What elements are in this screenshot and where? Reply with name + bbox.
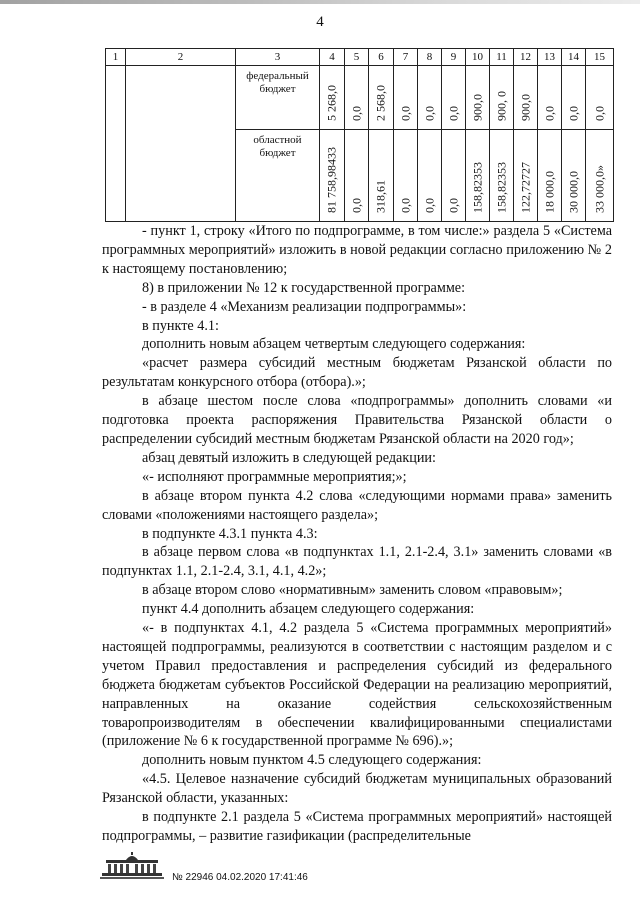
row-label: федеральный бюджет [236, 66, 320, 130]
value-cell [490, 130, 514, 222]
cell-value: 0,0 [566, 106, 580, 121]
value-cell [369, 66, 394, 130]
cell-value: 0,0 [422, 198, 436, 213]
paragraph: в абзаце втором слово «нормативным» заменить словом «правовым»; [142, 582, 563, 599]
value-cell [562, 66, 586, 130]
cell-value: 18 000,0 [542, 171, 556, 213]
value-cell [466, 130, 490, 222]
col-header: 9 [442, 49, 466, 66]
body-text [102, 222, 612, 846]
cell-value: 158,82353 [470, 162, 484, 213]
col-header: 10 [466, 49, 490, 66]
table-row-federal [106, 66, 614, 130]
paragraph: «- в подпунктах 4.1, 4.2 раздела 5 «Система программных мероприятий» настоящей подпрограммы, реализуются в соответствии с настоящим разделом и с учетом Правил предоставления и распределения субсидий из федерального бюджета бюджетам субъектов Российской Федерации на реализацию мероприятий, направленных на оказание содействия сельскохозяйственным товаропроизводителям в обеспечении квалифицированными специалистами (приложение № 6 к государственной программе № 696).»; [102, 620, 612, 750]
cell-value: 81 758,98433 [324, 147, 339, 213]
value-cell [490, 66, 514, 130]
paragraph: - в разделе 4 «Механизм реализации подпрограммы»: [142, 298, 467, 315]
doc-number: № 22946 [172, 872, 214, 883]
paragraph: «4.5. Целевое назначение субсидий бюджетам муниципальных образований Рязанской области, указанных: [102, 771, 612, 807]
value-cell [418, 66, 442, 130]
cell-value: 2 568,0 [373, 85, 388, 121]
value-cell [586, 66, 614, 130]
value-cell [345, 66, 369, 130]
row-label: областной бюджет [236, 130, 320, 222]
col-header: 3 [236, 49, 320, 66]
cell-value: 900,0 [518, 94, 532, 121]
cell-value: 5 268,0 [324, 85, 339, 121]
paragraph: 8) в приложении № 12 к государственной программе: [142, 279, 466, 296]
value-cell [514, 66, 538, 130]
paragraph: в абзаце шестом после слова «подпрограммы» дополнить словами «и подготовка проекта распоряжения Правительства Рязанской области о распределении субсидий местным бюджетам Рязанской области на 2020 год»; [102, 393, 612, 447]
col-header: 13 [538, 49, 562, 66]
paragraph: в пункте 4.1: [142, 317, 219, 334]
cell-value: 0,0 [446, 106, 460, 121]
value-cell [586, 130, 614, 222]
cell-value: 0,0 [349, 106, 363, 121]
cell-value: 0,0 [592, 106, 606, 121]
paragraph: дополнить новым пунктом 4.5 следующего содержания: [142, 752, 482, 769]
paragraph: «расчет размера субсидий местным бюджетам Рязанской области по результатам конкурсного отбора (отбора).»; [102, 355, 612, 391]
cell-value: 122,72727 [518, 162, 532, 213]
paragraph: в абзаце втором пункта 4.2 слова «следующими нормами права» заменить словами «положениями настоящего раздела»; [102, 487, 612, 523]
paragraph: пункт 4.4 дополнить абзацем следующего содержания: [142, 601, 475, 618]
paragraph: «- исполняют программные мероприятия;»; [142, 468, 407, 485]
value-cell [514, 130, 538, 222]
value-cell [466, 66, 490, 130]
col-header: 4 [320, 49, 345, 66]
cell-value: 0,0 [542, 106, 556, 121]
cell-value: 900,0 [470, 94, 484, 121]
empty-cell [126, 66, 236, 222]
value-cell [345, 130, 369, 222]
value-cell [442, 66, 466, 130]
value-cell [442, 130, 466, 222]
government-building-stamp-icon [96, 852, 168, 882]
paragraph: в подпункте 2.1 раздела 5 «Система программных мероприятий» настоящей подпрограммы, – развитие газификации (распределительные [102, 809, 612, 844]
col-header: 6 [369, 49, 394, 66]
paragraph: абзац девятый изложить в следующей редакции: [142, 449, 436, 466]
value-cell [394, 130, 418, 222]
page-number: 4 [316, 14, 324, 30]
table-header-row [106, 49, 614, 66]
value-cell [394, 66, 418, 130]
paragraph: в подпункте 4.3.1 пункта 4.3: [142, 525, 318, 542]
empty-cell [106, 66, 126, 222]
col-header: 14 [562, 49, 586, 66]
cell-value: 0,0 [398, 106, 412, 121]
paragraph: дополнить новым абзацем четвертым следующего содержания: [142, 336, 526, 353]
col-header: 11 [490, 49, 514, 66]
col-header: 8 [418, 49, 442, 66]
cell-value: 0,0 [446, 198, 460, 213]
cell-value: 900, 0 [494, 91, 508, 121]
cell-value: 0,0 [398, 198, 412, 213]
doc-timestamp: 04.02.2020 17:41:46 [216, 872, 308, 883]
cell-value: 33 000,0» [592, 165, 606, 213]
value-cell [562, 130, 586, 222]
value-cell [320, 66, 345, 130]
document-footer [172, 872, 308, 883]
cell-value: 30 000,0 [566, 171, 580, 213]
value-cell [369, 130, 394, 222]
col-header: 12 [514, 49, 538, 66]
budget-table [105, 48, 614, 222]
col-header: 1 [106, 49, 126, 66]
scan-edge [0, 0, 640, 4]
value-cell [418, 130, 442, 222]
col-header: 5 [345, 49, 369, 66]
cell-value: 0,0 [422, 106, 436, 121]
cell-value: 318,61 [373, 180, 388, 213]
value-cell [320, 130, 345, 222]
cell-value: 0,0 [349, 198, 363, 213]
paragraph: в абзаце первом слова «в подпунктах 1.1, 2.1-2.4, 3.1» заменить словами «в подпунктах 1.1, 2.1-2.4, 3.1, 4.1, 4.2»; [102, 544, 612, 580]
col-header: 2 [126, 49, 236, 66]
value-cell [538, 130, 562, 222]
cell-value: 158,82353 [494, 162, 508, 213]
value-cell [538, 66, 562, 130]
paragraph: - пункт 1, строку «Итого по подпрограмме, в том числе:» раздела 5 «Система программных мероприятий» изложить в новой редакции согласно приложению № 2 к настоящему постановлению; [102, 223, 612, 277]
col-header: 15 [586, 49, 614, 66]
col-header: 7 [394, 49, 418, 66]
